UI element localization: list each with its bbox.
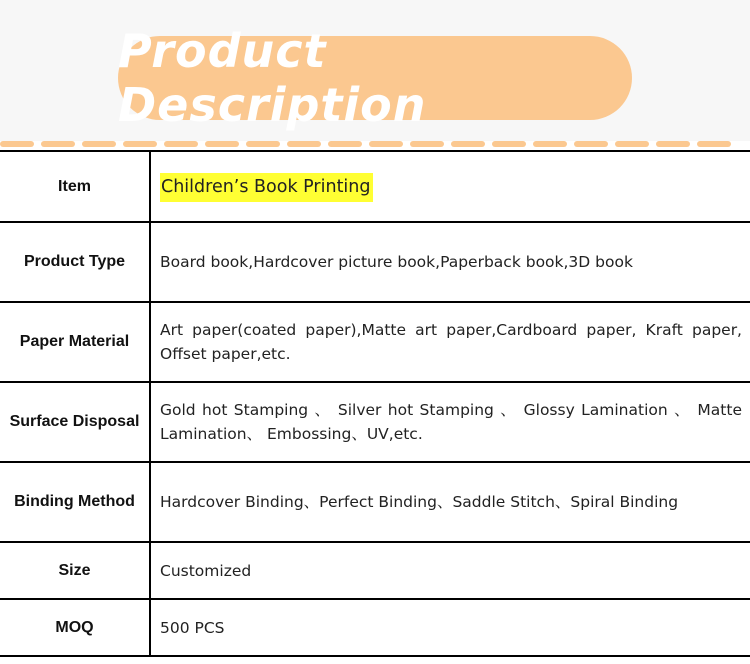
table-row (0, 302, 750, 382)
spec-table (0, 150, 750, 657)
row-label: Paper Material (0, 302, 150, 382)
row-value: Art paper(coated paper),Matte art paper,Cardboard paper, Kraft paper, Offset paper,etc. (150, 302, 750, 382)
row-label: Product Type (0, 222, 150, 302)
row-label: Item (0, 151, 150, 222)
row-value: Hardcover Binding、Perfect Binding、Saddle Stitch、Spiral Binding (150, 462, 750, 542)
table-row (0, 151, 750, 222)
title-pill (118, 24, 632, 132)
row-value (150, 151, 750, 222)
dashed-divider (0, 141, 750, 147)
row-value: 500 PCS (150, 599, 750, 656)
table-row (0, 222, 750, 302)
header-banner (0, 0, 750, 141)
page-title: Product Description (118, 24, 427, 132)
row-value: Board book,Hardcover picture book,Paperback book,3D book (150, 222, 750, 302)
row-value: Gold hot Stamping 、 Silver hot Stamping 、 Glossy Lamination 、 Matte Lamination、 Embossing、UV,etc. (150, 382, 750, 462)
row-label: MOQ (0, 599, 150, 656)
row-label: Size (0, 542, 150, 599)
row-label: Surface Disposal (0, 382, 150, 462)
row-label: Binding Method (0, 462, 150, 542)
row-value: Customized (150, 542, 750, 599)
table-row (0, 599, 750, 656)
table-row (0, 382, 750, 462)
highlighted-item-value: Children’s Book Printing (160, 173, 373, 202)
table-row (0, 462, 750, 542)
table-row (0, 542, 750, 599)
